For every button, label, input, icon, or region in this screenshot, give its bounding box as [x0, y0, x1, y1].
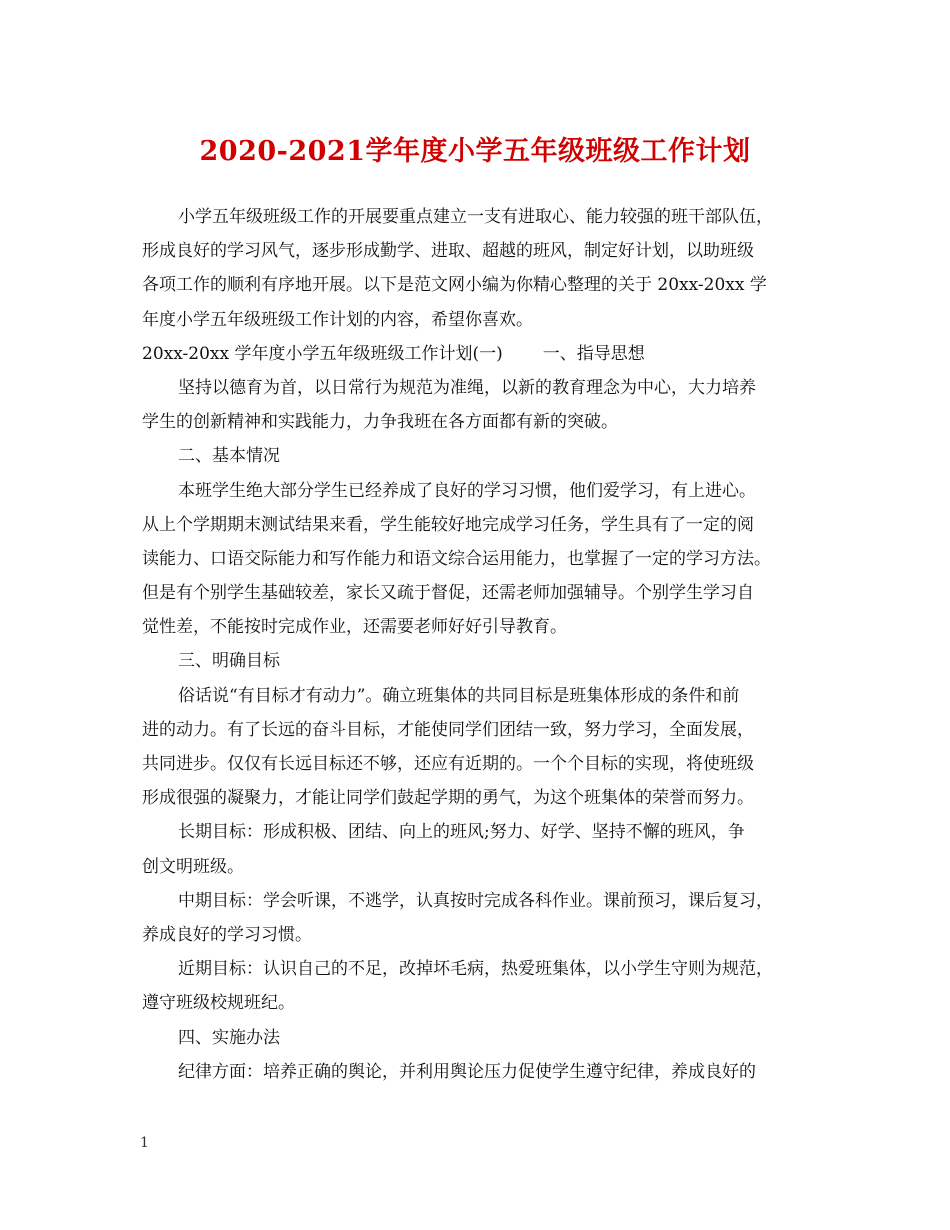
- paragraph-line: 本班学生绝大部分学生已经养成了良好的学习习惯，他们爱学习，有上进心。: [178, 480, 756, 501]
- paragraph-line: 学生的创新精神和实践能力，力争我班在各方面都有新的突破。: [142, 412, 618, 433]
- document-title: 2020-2021学年度小学五年级班级工作计划: [199, 136, 751, 167]
- plan-subtitle: 20xx-20xx 学年度小学五年级班级工作计划(一): [142, 343, 503, 364]
- paragraph-line: 形成很强的凝聚力，才能让同学们鼓起学期的勇气，为这个班集体的荣誉而努力。: [142, 788, 754, 809]
- paragraph-line: 近期目标：认识自己的不足，改掉坏毛病，热爱班集体，以小学生守则为规范，: [178, 959, 773, 980]
- heading-guiding-thought: 一、指导思想: [542, 343, 645, 364]
- paragraph-line: 长期目标：形成积极、团结、向上的班风;努力、好学、坚持不懈的班风，争: [178, 822, 745, 843]
- paragraph-line: 但是有个别学生基础较差，家长又疏于督促，还需老师加强辅导。个别学生学习自: [142, 583, 754, 604]
- paragraph-line: 小学五年级班级工作的开展要重点建立一支有进取心、能力较强的班干部队伍，: [178, 207, 773, 227]
- document-body: [142, 200, 842, 1089]
- paragraph-line: 读能力、口语交际能力和写作能力和语文综合运用能力，也掌握了一定的学习方法。: [142, 548, 771, 569]
- paragraph-line: 中期目标：学会听课，不逃学，认真按时完成各科作业。课前预习，课后复习，: [178, 890, 773, 911]
- paragraph-line: 从上个学期期末测试结果来看，学生能较好地完成学习任务，学生具有了一定的阅: [142, 514, 754, 535]
- heading-basic-situation: 二、基本情况: [178, 446, 280, 467]
- paragraph-line: 各项工作的顺利有序地开展。以下是范文网小编为你精心整理的关于 20xx-20xx 学: [142, 275, 767, 296]
- heading-clear-goals: 三、明确目标: [178, 651, 280, 672]
- paragraph-line: 形成良好的学习风气，逐步形成勤学、进取、超越的班风，制定好计划，以助班级: [142, 241, 754, 262]
- paragraph-line: 年度小学五年级班级工作计划的内容，希望你喜欢。: [142, 309, 533, 330]
- paragraph-line: 进的动力。有了长远的奋斗目标，才能使同学们团结一致，努力学习，全面发展，: [142, 719, 754, 740]
- paragraph-line: 共同进步。仅仅有长远目标还不够，还应有近期的。一个个目标的实现，将使班级: [142, 754, 754, 774]
- paragraph-line: 觉性差，不能按时完成作业，还需要老师好好引导教育。: [142, 617, 567, 638]
- heading-implementation: 四、实施办法: [178, 1027, 280, 1048]
- paragraph-line: 遵守班级校规班纪。: [142, 993, 295, 1014]
- paragraph-line: 养成良好的学习习惯。: [142, 924, 312, 945]
- paragraph-line: 纪律方面：培养正确的舆论，并利用舆论压力促使学生遵守纪律，养成良好的: [178, 1061, 756, 1082]
- paragraph-line: 创文明班级。: [142, 856, 244, 877]
- section-heading-line: [142, 337, 842, 371]
- paragraph-line: 坚持以德育为首，以日常行为规范为准绳，以新的教育理念为中心，大力培养: [178, 377, 756, 398]
- paragraph-line: 俗话说“有目标才有动力”。确立班集体的共同目标是班集体形成的条件和前: [178, 685, 740, 706]
- page-number: 1: [140, 1135, 149, 1151]
